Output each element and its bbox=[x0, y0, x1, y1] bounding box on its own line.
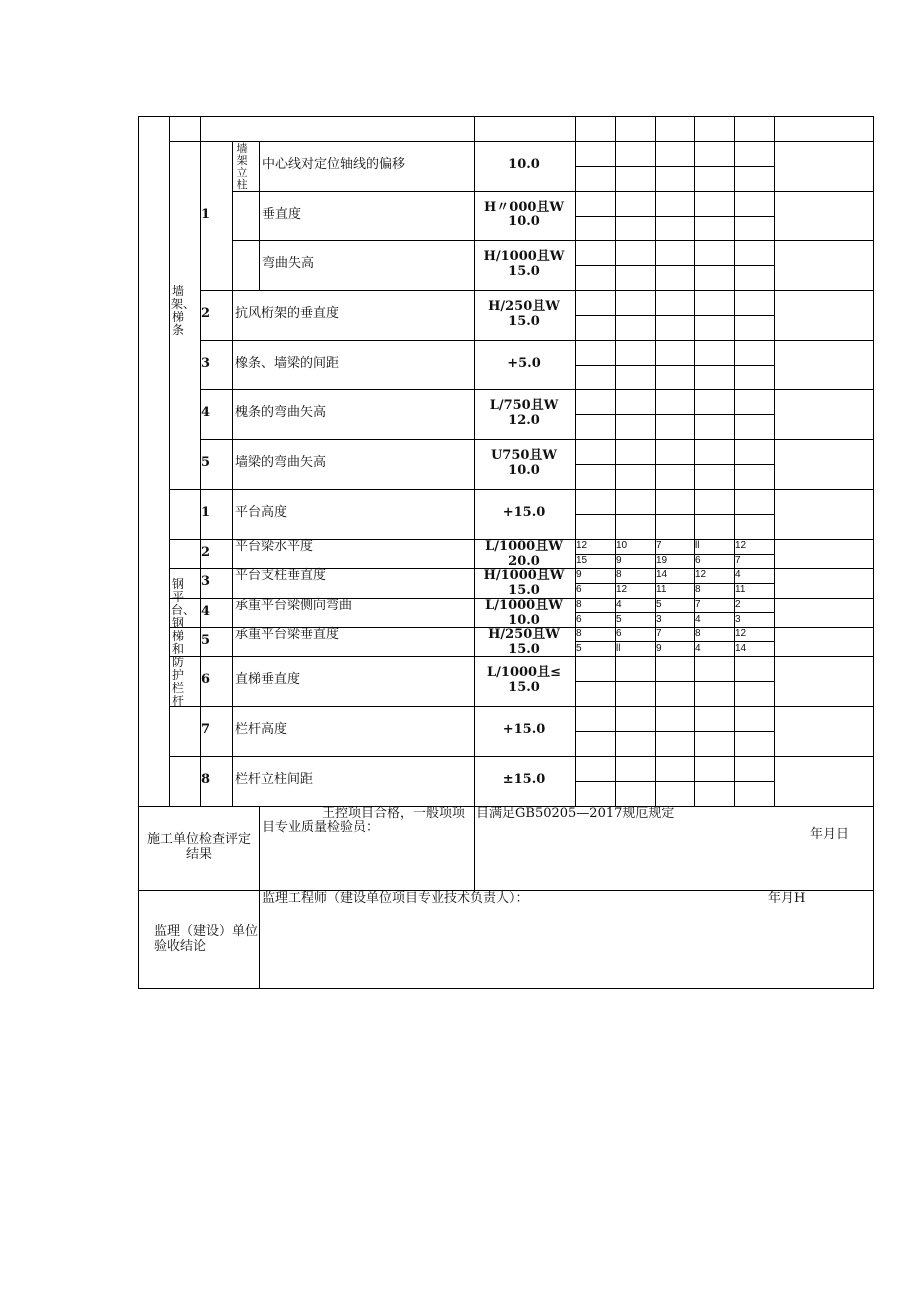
item-number: 8 bbox=[201, 772, 211, 787]
grid-line-v bbox=[655, 116, 656, 807]
grid-line-h bbox=[138, 988, 874, 989]
grid-line-v bbox=[259, 806, 260, 989]
measured-value: 9 bbox=[616, 555, 622, 566]
item-name: 平台高度 bbox=[235, 505, 288, 520]
measured-value: ll bbox=[695, 540, 700, 551]
measured-value: 2 bbox=[735, 599, 741, 610]
grid-line-h bbox=[200, 389, 874, 390]
item-number: 3 bbox=[201, 356, 211, 371]
measured-value: 7 bbox=[656, 540, 662, 551]
measured-value: 12 bbox=[695, 569, 707, 580]
measured-value: 8 bbox=[576, 599, 582, 610]
item-number: 1 bbox=[201, 505, 211, 520]
item-name: 承重平台梁垂直度 bbox=[235, 627, 340, 642]
item-name: 栏杆高度 bbox=[235, 722, 288, 737]
grid-line-v bbox=[169, 116, 170, 807]
measured-value: 4 bbox=[695, 643, 701, 654]
grid-line-v bbox=[138, 116, 139, 989]
item-name: 垂直度 bbox=[262, 206, 302, 222]
item-name: 栏杆立柱间距 bbox=[235, 772, 314, 787]
grid-line-h bbox=[259, 240, 874, 241]
grid-line-h bbox=[575, 514, 775, 515]
grid-line-v bbox=[575, 116, 576, 807]
tolerance-value: L/1000且W 20.0 bbox=[485, 539, 563, 569]
supervision-conclusion-label: 监理（建设）单位验收结论 bbox=[154, 924, 259, 954]
wall-group-label: 墙架、梯条 bbox=[171, 284, 196, 337]
measured-value: 12 bbox=[576, 540, 588, 551]
measured-value: 12 bbox=[616, 584, 628, 595]
measured-value: 4 bbox=[695, 614, 701, 625]
tolerance-value: U750且W 10.0 bbox=[490, 448, 558, 478]
tolerance-value: H/250且W 15.0 bbox=[488, 299, 560, 329]
grid-line-h bbox=[169, 706, 874, 707]
construction-date: 年月日 bbox=[810, 827, 850, 842]
measured-value: 8 bbox=[695, 628, 701, 639]
grid-line-h bbox=[575, 681, 775, 682]
grid-line-v bbox=[774, 116, 775, 807]
grid-line-h bbox=[575, 315, 775, 316]
measured-value: 7 bbox=[695, 599, 701, 610]
measured-value: 5 bbox=[576, 643, 582, 654]
tolerance-value: H〃000且W 10.0 bbox=[483, 199, 565, 230]
measured-value: 4 bbox=[735, 569, 741, 580]
tolerance-value: H/1000且W 15.0 bbox=[483, 568, 565, 598]
item-number: 2 bbox=[201, 544, 211, 560]
grid-line-h bbox=[259, 191, 874, 192]
platform-group-label: 钢平台、钢梯和防护栏杆 bbox=[171, 577, 196, 708]
measured-value: 14 bbox=[735, 643, 747, 654]
grid-line-h bbox=[575, 216, 775, 217]
tolerance-value: H/1000且W 15.0 bbox=[483, 249, 565, 279]
grid-line-h bbox=[200, 439, 874, 440]
item-name: 中心线对定位轴线的偏移 bbox=[262, 157, 406, 172]
measured-value: 15 bbox=[576, 555, 588, 566]
grid-line-h bbox=[169, 489, 874, 490]
measured-value: 5 bbox=[616, 614, 622, 625]
measured-value: 3 bbox=[735, 614, 741, 625]
grid-line-h bbox=[575, 464, 775, 465]
grid-line-v bbox=[259, 141, 260, 291]
item-name: 承重平台梁侧向弯曲 bbox=[235, 598, 353, 613]
wall-column-sub-label: 墙架立柱 bbox=[236, 142, 248, 191]
measured-value: 6 bbox=[695, 555, 701, 566]
grid-line-v bbox=[474, 806, 475, 891]
grid-line-h bbox=[575, 731, 775, 732]
measured-value: 12 bbox=[735, 628, 747, 639]
tolerance-value: 10.0 bbox=[508, 157, 540, 172]
item-number: 5 bbox=[201, 455, 211, 470]
item-name: 抗风桁架的垂直度 bbox=[235, 306, 340, 321]
grid-line-h bbox=[200, 340, 874, 341]
grid-line-v bbox=[694, 116, 695, 807]
measured-value: 5 bbox=[656, 599, 662, 610]
construction-result-text-2: 目满足GB50205—2017规厄规定 bbox=[476, 806, 675, 821]
measured-value: 6 bbox=[576, 584, 582, 595]
construction-result-text-1: 王控项目合格，一般项项 bbox=[322, 806, 466, 821]
item-name: 槐条的弯曲矢高 bbox=[235, 405, 327, 420]
grid-line-h bbox=[169, 756, 874, 757]
grid-line-v bbox=[734, 116, 735, 807]
measured-value: ll bbox=[616, 643, 621, 654]
item-name: 弯曲失高 bbox=[262, 256, 315, 271]
construction-result-label: 施工单位检查评定结果 bbox=[146, 832, 251, 862]
item-number: 4 bbox=[201, 405, 211, 420]
tolerance-value: L/1000且≤ 15.0 bbox=[487, 665, 561, 695]
measured-value: 9 bbox=[656, 643, 662, 654]
tolerance-value: +15.0 bbox=[502, 722, 546, 737]
grid-line-h bbox=[200, 290, 874, 291]
measured-value: 11 bbox=[656, 584, 667, 595]
item-name: 墙梁的弯曲矢高 bbox=[235, 455, 327, 470]
tolerance-value: L/750且W 12.0 bbox=[489, 398, 559, 428]
measured-value: 8 bbox=[695, 584, 701, 595]
grid-line-h bbox=[138, 116, 874, 117]
item-name: 直梯垂直度 bbox=[235, 672, 301, 687]
measured-value: 4 bbox=[616, 599, 622, 610]
tolerance-value: ±15.0 bbox=[502, 772, 546, 787]
item-number: 4 bbox=[201, 603, 211, 619]
item-number: 3 bbox=[201, 574, 211, 589]
measured-value: 14 bbox=[656, 569, 668, 580]
grid-line-h bbox=[575, 414, 775, 415]
grid-line-v bbox=[615, 116, 616, 807]
grid-line-h bbox=[575, 641, 775, 642]
grid-line-h bbox=[169, 141, 874, 142]
measured-value: 8 bbox=[616, 569, 622, 580]
measured-value: 3 bbox=[656, 614, 662, 625]
item-number: 2 bbox=[201, 306, 211, 321]
item-number: 1 bbox=[201, 207, 211, 222]
measured-value: 7 bbox=[735, 555, 741, 566]
tolerance-value: +15.0 bbox=[502, 505, 546, 520]
measured-value: 8 bbox=[576, 628, 582, 639]
item-name: 橡条、墙梁的间距 bbox=[235, 355, 340, 371]
supervision-date: 年月H bbox=[768, 891, 806, 906]
grid-line-v bbox=[873, 116, 874, 989]
grid-line-v bbox=[474, 116, 475, 807]
grid-line-h bbox=[575, 265, 775, 266]
measured-value: 12 bbox=[735, 540, 747, 551]
measured-value: 19 bbox=[656, 555, 668, 566]
measured-value: 10 bbox=[616, 540, 628, 551]
item-name: 平台梁水平度 bbox=[235, 539, 314, 554]
item-number: 5 bbox=[201, 632, 211, 648]
supervising-engineer-label: 监理工程师（建设单位项目专业技术负责人）： bbox=[262, 891, 529, 906]
tolerance-value: H/250且W 15.0 bbox=[488, 627, 560, 657]
grid-line-h bbox=[575, 166, 775, 167]
tolerance-value: +5.0 bbox=[507, 355, 541, 371]
grid-line-h bbox=[575, 554, 775, 555]
inspector-label: 目专业质量检验员： bbox=[262, 820, 380, 835]
measured-value: 6 bbox=[576, 614, 582, 625]
grid-line-h bbox=[575, 781, 775, 782]
item-number: 6 bbox=[201, 672, 211, 687]
item-number: 7 bbox=[201, 722, 211, 737]
tolerance-value: L/1000且W 10.0 bbox=[485, 598, 563, 628]
measured-value: 9 bbox=[576, 569, 582, 580]
measured-value: 6 bbox=[616, 628, 622, 639]
grid-line-h bbox=[575, 612, 775, 613]
grid-line-h bbox=[575, 365, 775, 366]
measured-value: 7 bbox=[656, 628, 662, 639]
measured-value: 11 bbox=[735, 584, 746, 595]
item-name: 平台支柱垂直度 bbox=[235, 568, 327, 583]
